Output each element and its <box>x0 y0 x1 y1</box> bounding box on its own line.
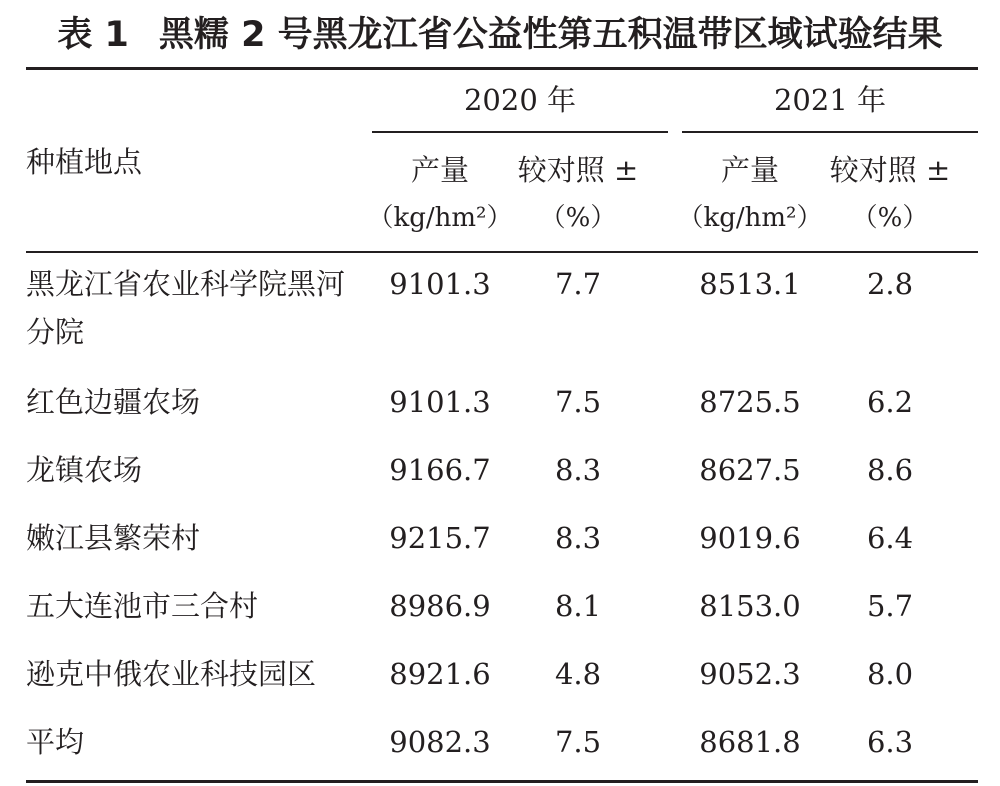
compare-2021-cell: 6.3 <box>866 725 914 759</box>
column-header-yield-2021: 产量 <box>720 153 779 187</box>
table-row <box>0 582 1000 650</box>
yield-2021-cell: 8513.1 <box>699 267 801 301</box>
yield-2020-cell: 9215.7 <box>389 521 491 555</box>
yield-2021-cell: 8627.5 <box>699 453 801 487</box>
site-cell: 平均 <box>26 725 85 759</box>
compare-2020-cell: 8.3 <box>554 453 602 487</box>
compare-2020-cell: 7.5 <box>554 385 602 419</box>
yield-2020-cell: 9101.3 <box>389 385 491 419</box>
yield-2020-cell: 8921.6 <box>389 657 491 691</box>
compare-2021-cell: 5.7 <box>866 589 914 623</box>
table-body <box>0 260 1000 786</box>
yield-2021-cell: 8725.5 <box>699 385 801 419</box>
site-cell: 黑龙江省农业科学院黑河分院 <box>26 267 346 349</box>
unit-compare-2020: （%） <box>539 203 617 233</box>
compare-2021-cell: 8.0 <box>866 657 914 691</box>
year-rule-2020 <box>372 131 668 133</box>
unit-yield-2021: （kg/hm²） <box>677 203 823 233</box>
compare-2020-cell: 7.5 <box>554 725 602 759</box>
column-header-yield-2020: 产量 <box>410 153 469 187</box>
year-header-2021: 2021 年 <box>773 83 887 117</box>
compare-2021-cell: 6.4 <box>866 521 914 555</box>
yield-2021-cell: 8681.8 <box>699 725 801 759</box>
site-cell: 逊克中俄农业科技园区 <box>26 657 317 691</box>
header-rule <box>26 251 978 253</box>
compare-2021-cell: 6.2 <box>866 385 914 419</box>
compare-2020-cell: 8.3 <box>554 521 602 555</box>
compare-2020-cell: 4.8 <box>554 657 602 691</box>
column-header-compare-2021: 较对照 ± <box>829 153 951 187</box>
table-caption <box>0 10 1000 60</box>
yield-2021-cell: 9052.3 <box>699 657 801 691</box>
yield-2020-cell: 9101.3 <box>389 267 491 301</box>
compare-2021-cell: 2.8 <box>866 267 914 301</box>
table-row <box>0 514 1000 582</box>
yield-2020-cell: 8986.9 <box>389 589 491 623</box>
table-row <box>0 718 1000 786</box>
table-row <box>0 378 1000 446</box>
table-row <box>0 650 1000 718</box>
year-rule-2021 <box>682 131 978 133</box>
table-row <box>0 260 1000 378</box>
site-cell: 龙镇农场 <box>26 453 143 487</box>
yield-2021-cell: 9019.6 <box>699 521 801 555</box>
yield-2021-cell: 8153.0 <box>699 589 801 623</box>
yield-2020-cell: 9082.3 <box>389 725 491 759</box>
site-cell: 嫩江县繁荣村 <box>26 521 201 555</box>
compare-2020-cell: 8.1 <box>554 589 602 623</box>
site-cell: 五大连池市三合村 <box>26 589 259 623</box>
site-cell: 红色边疆农场 <box>26 385 201 419</box>
compare-2020-cell: 7.7 <box>554 267 602 301</box>
year-header-2020: 2020 年 <box>463 83 577 117</box>
unit-compare-2021: （%） <box>851 203 929 233</box>
table-title: 黑糯 2 号黑龙江省公益性第五积温带区域试验结果 <box>158 15 943 55</box>
table-row <box>0 446 1000 514</box>
compare-2021-cell: 8.6 <box>866 453 914 487</box>
yield-2020-cell: 9166.7 <box>389 453 491 487</box>
table-number: 表 1 <box>57 15 129 55</box>
column-header-site: 种植地点 <box>26 145 143 179</box>
bottom-rule <box>26 780 978 783</box>
column-header-compare-2020: 较对照 ± <box>517 153 639 187</box>
top-rule <box>26 67 978 70</box>
unit-yield-2020: （kg/hm²） <box>367 203 513 233</box>
